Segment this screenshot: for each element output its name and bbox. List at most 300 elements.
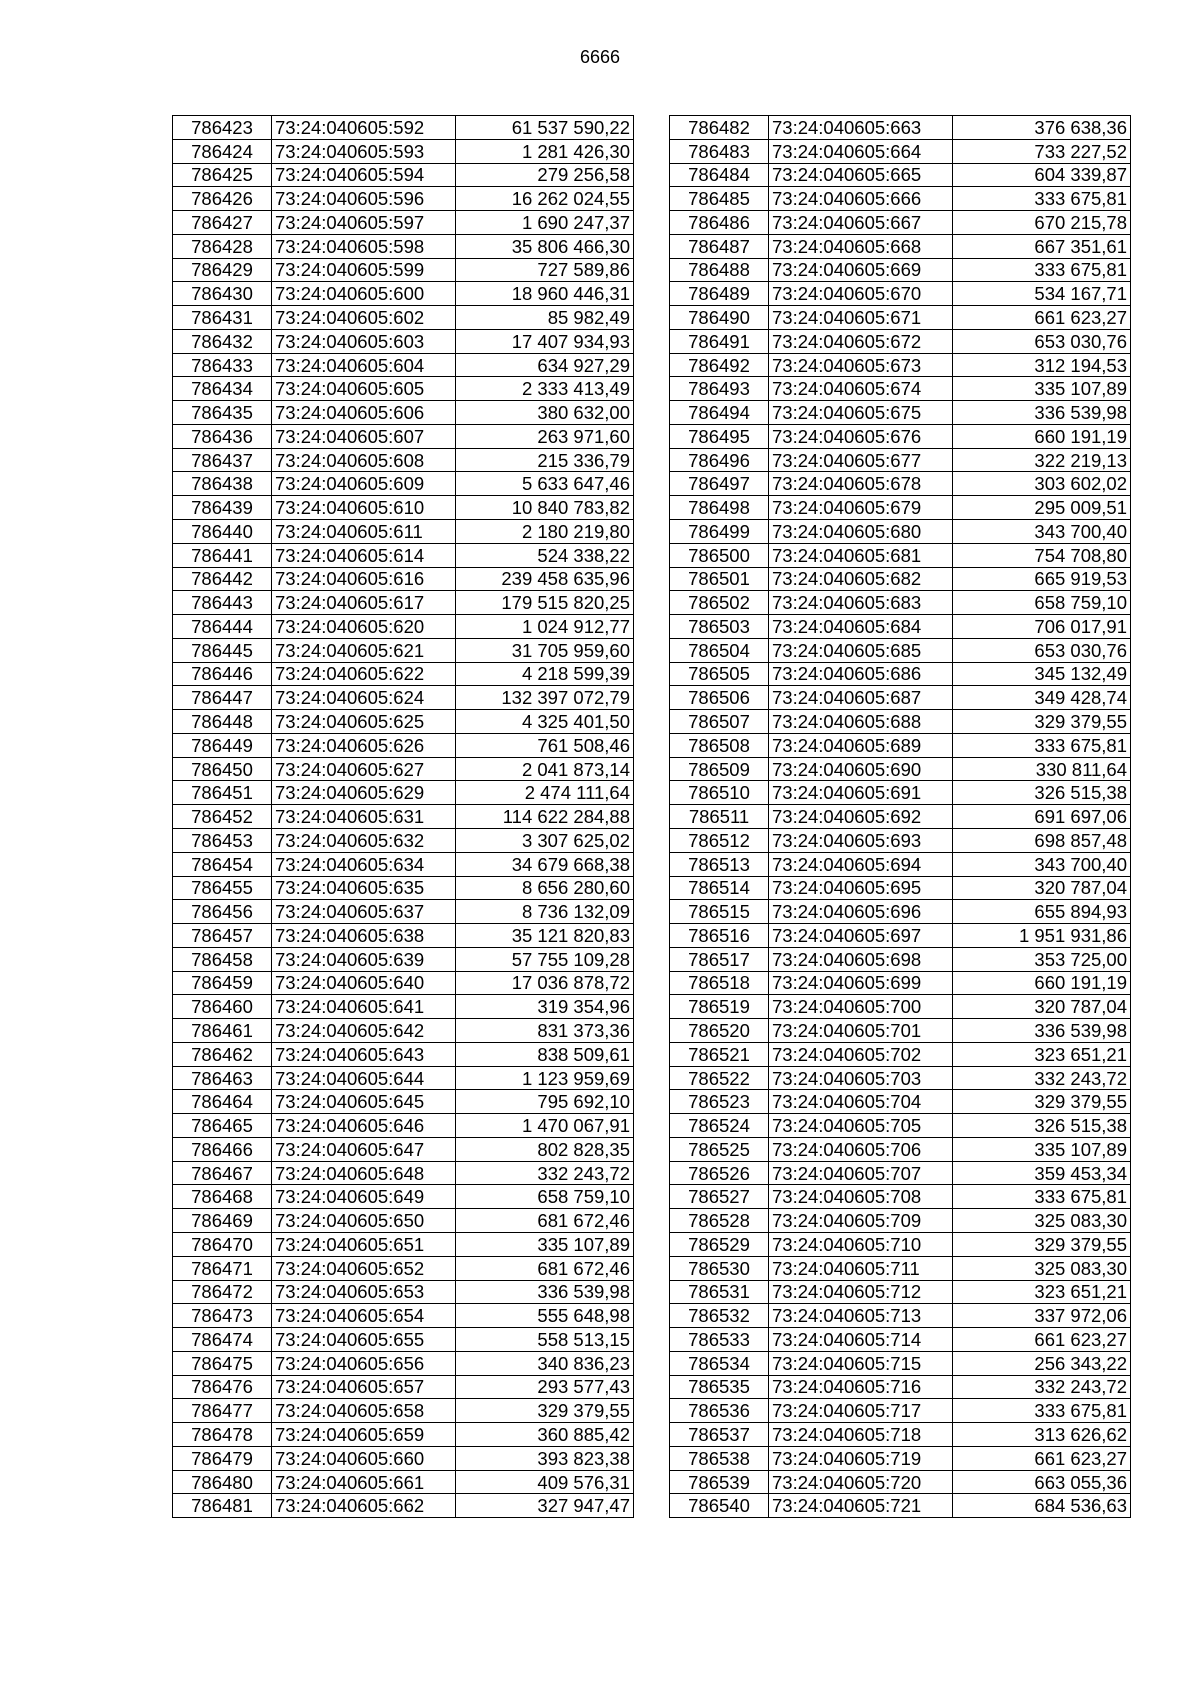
cadastral-number-cell: 73:24:040605:661 — [272, 1470, 456, 1494]
cadastral-number-cell: 73:24:040605:683 — [769, 591, 953, 615]
cadastral-number-cell: 73:24:040605:677 — [769, 448, 953, 472]
row-id-cell: 786519 — [670, 995, 769, 1019]
value-cell: 1 024 912,77 — [456, 615, 634, 639]
row-id-cell: 786468 — [173, 1185, 272, 1209]
table-row — [670, 329, 1131, 353]
row-id-cell: 786501 — [670, 567, 769, 591]
value-cell: 1 470 067,91 — [456, 1114, 634, 1138]
cadastral-number-cell: 73:24:040605:686 — [769, 662, 953, 686]
row-id-cell: 786461 — [173, 1019, 272, 1043]
value-cell: 335 107,89 — [456, 1232, 634, 1256]
value-cell: 323 651,21 — [953, 1042, 1131, 1066]
table-row — [173, 900, 634, 924]
value-cell: 524 338,22 — [456, 543, 634, 567]
table-row — [670, 995, 1131, 1019]
value-cell: 681 672,46 — [456, 1256, 634, 1280]
value-cell: 31 705 959,60 — [456, 638, 634, 662]
table-row — [173, 1351, 634, 1375]
row-id-cell: 786469 — [173, 1209, 272, 1233]
table-row — [670, 1446, 1131, 1470]
row-id-cell: 786454 — [173, 852, 272, 876]
value-cell: 336 539,98 — [953, 401, 1131, 425]
value-cell: 319 354,96 — [456, 995, 634, 1019]
table-row — [670, 591, 1131, 615]
cadastral-number-cell: 73:24:040605:697 — [769, 924, 953, 948]
table-row — [173, 163, 634, 187]
row-id-cell: 786538 — [670, 1446, 769, 1470]
table-row — [173, 828, 634, 852]
row-id-cell: 786480 — [173, 1470, 272, 1494]
value-cell: 335 107,89 — [953, 377, 1131, 401]
cadastral-number-cell: 73:24:040605:674 — [769, 377, 953, 401]
table-row — [173, 116, 634, 140]
cadastral-number-cell: 73:24:040605:681 — [769, 543, 953, 567]
cadastral-number-cell: 73:24:040605:710 — [769, 1232, 953, 1256]
table-row — [670, 258, 1131, 282]
cadastral-number-cell: 73:24:040605:647 — [272, 1137, 456, 1161]
cadastral-number-cell: 73:24:040605:597 — [272, 211, 456, 235]
value-cell: 333 675,81 — [953, 187, 1131, 211]
cadastral-number-cell: 73:24:040605:609 — [272, 472, 456, 496]
table-row — [670, 187, 1131, 211]
row-id-cell: 786514 — [670, 876, 769, 900]
row-id-cell: 786445 — [173, 638, 272, 662]
value-cell: 323 651,21 — [953, 1280, 1131, 1304]
value-cell: 698 857,48 — [953, 828, 1131, 852]
row-id-cell: 786489 — [670, 282, 769, 306]
table-row — [173, 733, 634, 757]
table-row — [173, 662, 634, 686]
table-row — [670, 472, 1131, 496]
table-row — [173, 139, 634, 163]
cadastral-number-cell: 73:24:040605:698 — [769, 947, 953, 971]
row-id-cell: 786511 — [670, 805, 769, 829]
cadastral-number-cell: 73:24:040605:680 — [769, 520, 953, 544]
row-id-cell: 786496 — [670, 448, 769, 472]
value-cell: 325 083,30 — [953, 1209, 1131, 1233]
row-id-cell: 786516 — [670, 924, 769, 948]
row-id-cell: 786488 — [670, 258, 769, 282]
cadastral-number-cell: 73:24:040605:715 — [769, 1351, 953, 1375]
cadastral-number-cell: 73:24:040605:621 — [272, 638, 456, 662]
value-cell: 661 623,27 — [953, 1328, 1131, 1352]
table-row — [173, 781, 634, 805]
value-cell: 215 336,79 — [456, 448, 634, 472]
row-id-cell: 786531 — [670, 1280, 769, 1304]
table-row — [173, 757, 634, 781]
value-cell: 733 227,52 — [953, 139, 1131, 163]
row-id-cell: 786430 — [173, 282, 272, 306]
value-cell: 660 191,19 — [953, 971, 1131, 995]
value-cell: 329 379,55 — [953, 1232, 1131, 1256]
value-cell: 295 009,51 — [953, 496, 1131, 520]
value-cell: 558 513,15 — [456, 1328, 634, 1352]
cadastral-number-cell: 73:24:040605:627 — [272, 757, 456, 781]
table-row — [173, 1090, 634, 1114]
row-id-cell: 786506 — [670, 686, 769, 710]
cadastral-number-cell: 73:24:040605:672 — [769, 329, 953, 353]
cadastral-number-cell: 73:24:040605:606 — [272, 401, 456, 425]
row-id-cell: 786497 — [670, 472, 769, 496]
row-id-cell: 786425 — [173, 163, 272, 187]
value-cell: 337 972,06 — [953, 1304, 1131, 1328]
row-id-cell: 786540 — [670, 1494, 769, 1518]
cadastral-number-cell: 73:24:040605:629 — [272, 781, 456, 805]
row-id-cell: 786523 — [670, 1090, 769, 1114]
value-cell: 706 017,91 — [953, 615, 1131, 639]
cadastral-number-cell: 73:24:040605:605 — [272, 377, 456, 401]
cadastral-number-cell: 73:24:040605:688 — [769, 710, 953, 734]
row-id-cell: 786505 — [670, 662, 769, 686]
value-cell: 634 927,29 — [456, 353, 634, 377]
row-id-cell: 786504 — [670, 638, 769, 662]
value-cell: 661 623,27 — [953, 306, 1131, 330]
table-row — [670, 139, 1131, 163]
cadastral-number-cell: 73:24:040605:659 — [272, 1423, 456, 1447]
cadastral-number-cell: 73:24:040605:668 — [769, 234, 953, 258]
row-id-cell: 786427 — [173, 211, 272, 235]
value-cell: 256 343,22 — [953, 1351, 1131, 1375]
table-row — [173, 1256, 634, 1280]
cadastral-number-cell: 73:24:040605:665 — [769, 163, 953, 187]
value-cell: 313 626,62 — [953, 1423, 1131, 1447]
value-cell: 691 697,06 — [953, 805, 1131, 829]
value-cell: 359 453,34 — [953, 1161, 1131, 1185]
value-cell: 330 811,64 — [953, 757, 1131, 781]
row-id-cell: 786479 — [173, 1446, 272, 1470]
row-id-cell: 786510 — [670, 781, 769, 805]
cadastral-number-cell: 73:24:040605:632 — [272, 828, 456, 852]
row-id-cell: 786466 — [173, 1137, 272, 1161]
table-body-left — [173, 116, 634, 1518]
row-id-cell: 786495 — [670, 424, 769, 448]
cadastral-number-cell: 73:24:040605:678 — [769, 472, 953, 496]
table-row — [670, 852, 1131, 876]
value-cell: 727 589,86 — [456, 258, 634, 282]
row-id-cell: 786424 — [173, 139, 272, 163]
row-id-cell: 786473 — [173, 1304, 272, 1328]
value-cell: 4 325 401,50 — [456, 710, 634, 734]
value-cell: 2 333 413,49 — [456, 377, 634, 401]
table-row — [670, 638, 1131, 662]
cadastral-number-cell: 73:24:040605:704 — [769, 1090, 953, 1114]
value-cell: 312 194,53 — [953, 353, 1131, 377]
row-id-cell: 786459 — [173, 971, 272, 995]
value-cell: 263 971,60 — [456, 424, 634, 448]
row-id-cell: 786446 — [173, 662, 272, 686]
cadastral-number-cell: 73:24:040605:608 — [272, 448, 456, 472]
value-cell: 2 041 873,14 — [456, 757, 634, 781]
cadastral-number-cell: 73:24:040605:624 — [272, 686, 456, 710]
table-row — [173, 924, 634, 948]
value-cell: 795 692,10 — [456, 1090, 634, 1114]
table-row — [670, 163, 1131, 187]
row-id-cell: 786526 — [670, 1161, 769, 1185]
row-id-cell: 786482 — [670, 116, 769, 140]
value-cell: 667 351,61 — [953, 234, 1131, 258]
value-cell: 303 602,02 — [953, 472, 1131, 496]
table-row — [173, 496, 634, 520]
table-row — [173, 615, 634, 639]
table-row — [670, 876, 1131, 900]
row-id-cell: 786440 — [173, 520, 272, 544]
row-id-cell: 786508 — [670, 733, 769, 757]
cadastral-number-cell: 73:24:040605:617 — [272, 591, 456, 615]
row-id-cell: 786436 — [173, 424, 272, 448]
cadastral-number-cell: 73:24:040605:708 — [769, 1185, 953, 1209]
row-id-cell: 786426 — [173, 187, 272, 211]
value-cell: 332 243,72 — [456, 1161, 634, 1185]
cadastral-number-cell: 73:24:040605:594 — [272, 163, 456, 187]
row-id-cell: 786462 — [173, 1042, 272, 1066]
row-id-cell: 786530 — [670, 1256, 769, 1280]
row-id-cell: 786460 — [173, 995, 272, 1019]
cadastral-number-cell: 73:24:040605:603 — [272, 329, 456, 353]
value-cell: 18 960 446,31 — [456, 282, 634, 306]
value-cell: 555 648,98 — [456, 1304, 634, 1328]
table-row — [670, 1375, 1131, 1399]
cadastral-number-cell: 73:24:040605:656 — [272, 1351, 456, 1375]
cadastral-number-cell: 73:24:040605:658 — [272, 1399, 456, 1423]
cadastral-number-cell: 73:24:040605:596 — [272, 187, 456, 211]
table-row — [670, 1280, 1131, 1304]
cadastral-number-cell: 73:24:040605:701 — [769, 1019, 953, 1043]
row-id-cell: 786433 — [173, 353, 272, 377]
table-row — [173, 1019, 634, 1043]
row-id-cell: 786518 — [670, 971, 769, 995]
value-cell: 239 458 635,96 — [456, 567, 634, 591]
table-row — [173, 1114, 634, 1138]
row-id-cell: 786492 — [670, 353, 769, 377]
cadastral-number-cell: 73:24:040605:690 — [769, 757, 953, 781]
table-row — [670, 733, 1131, 757]
value-cell: 279 256,58 — [456, 163, 634, 187]
table-row — [670, 662, 1131, 686]
value-cell: 831 373,36 — [456, 1019, 634, 1043]
table-row — [670, 353, 1131, 377]
row-id-cell: 786463 — [173, 1066, 272, 1090]
cadastral-number-cell: 73:24:040605:682 — [769, 567, 953, 591]
table-row — [670, 924, 1131, 948]
row-id-cell: 786537 — [670, 1423, 769, 1447]
row-id-cell: 786475 — [173, 1351, 272, 1375]
cadastral-number-cell: 73:24:040605:693 — [769, 828, 953, 852]
table-row — [173, 448, 634, 472]
row-id-cell: 786481 — [173, 1494, 272, 1518]
row-id-cell: 786431 — [173, 306, 272, 330]
cadastral-number-cell: 73:24:040605:646 — [272, 1114, 456, 1138]
cadastral-number-cell: 73:24:040605:653 — [272, 1280, 456, 1304]
table-row — [670, 1232, 1131, 1256]
table-row — [670, 543, 1131, 567]
value-cell: 61 537 590,22 — [456, 116, 634, 140]
value-cell: 8 736 132,09 — [456, 900, 634, 924]
row-id-cell: 786483 — [670, 139, 769, 163]
value-cell: 320 787,04 — [953, 876, 1131, 900]
table-row — [173, 1494, 634, 1518]
value-cell: 393 823,38 — [456, 1446, 634, 1470]
table-row — [173, 710, 634, 734]
row-id-cell: 786502 — [670, 591, 769, 615]
row-id-cell: 786470 — [173, 1232, 272, 1256]
row-id-cell: 786474 — [173, 1328, 272, 1352]
row-id-cell: 786434 — [173, 377, 272, 401]
cadastral-number-cell: 73:24:040605:714 — [769, 1328, 953, 1352]
table-row — [173, 1066, 634, 1090]
row-id-cell: 786476 — [173, 1375, 272, 1399]
table-row — [173, 472, 634, 496]
value-cell: 665 919,53 — [953, 567, 1131, 591]
table-row — [670, 971, 1131, 995]
value-cell: 329 379,55 — [953, 1090, 1131, 1114]
value-cell: 661 623,27 — [953, 1446, 1131, 1470]
table-row — [173, 686, 634, 710]
row-id-cell: 786503 — [670, 615, 769, 639]
cadastral-number-cell: 73:24:040605:691 — [769, 781, 953, 805]
table-row — [173, 1470, 634, 1494]
table-row — [670, 282, 1131, 306]
value-cell: 333 675,81 — [953, 1185, 1131, 1209]
table-row — [670, 1137, 1131, 1161]
cadastral-number-cell: 73:24:040605:679 — [769, 496, 953, 520]
row-id-cell: 786490 — [670, 306, 769, 330]
value-cell: 332 243,72 — [953, 1066, 1131, 1090]
cadastral-number-cell: 73:24:040605:706 — [769, 1137, 953, 1161]
row-id-cell: 786449 — [173, 733, 272, 757]
value-cell: 380 632,00 — [456, 401, 634, 425]
cadastral-number-cell: 73:24:040605:721 — [769, 1494, 953, 1518]
table-row — [173, 567, 634, 591]
cadastral-number-cell: 73:24:040605:660 — [272, 1446, 456, 1470]
table-row — [670, 567, 1131, 591]
value-cell: 1 690 247,37 — [456, 211, 634, 235]
cadastral-number-cell: 73:24:040605:599 — [272, 258, 456, 282]
value-cell: 179 515 820,25 — [456, 591, 634, 615]
value-cell: 5 633 647,46 — [456, 472, 634, 496]
value-cell: 17 407 934,93 — [456, 329, 634, 353]
row-id-cell: 786452 — [173, 805, 272, 829]
cadastral-number-cell: 73:24:040605:622 — [272, 662, 456, 686]
row-id-cell: 786499 — [670, 520, 769, 544]
value-cell: 320 787,04 — [953, 995, 1131, 1019]
cadastral-number-cell: 73:24:040605:604 — [272, 353, 456, 377]
value-cell: 376 638,36 — [953, 116, 1131, 140]
row-id-cell: 786532 — [670, 1304, 769, 1328]
row-id-cell: 786435 — [173, 401, 272, 425]
value-cell: 17 036 878,72 — [456, 971, 634, 995]
table-row — [670, 805, 1131, 829]
value-cell: 684 536,63 — [953, 1494, 1131, 1518]
row-id-cell: 786534 — [670, 1351, 769, 1375]
table-row — [173, 1232, 634, 1256]
table-row — [670, 211, 1131, 235]
table-row — [173, 1185, 634, 1209]
row-id-cell: 786535 — [670, 1375, 769, 1399]
value-cell: 329 379,55 — [953, 710, 1131, 734]
table-row — [670, 377, 1131, 401]
page-number: 6666 — [579, 47, 621, 67]
cadastral-number-cell: 73:24:040605:610 — [272, 496, 456, 520]
value-cell: 114 622 284,88 — [456, 805, 634, 829]
value-cell: 333 675,81 — [953, 1399, 1131, 1423]
value-cell: 293 577,43 — [456, 1375, 634, 1399]
table-row — [173, 1375, 634, 1399]
cadastral-number-cell: 73:24:040605:639 — [272, 947, 456, 971]
row-id-cell: 786485 — [670, 187, 769, 211]
cadastral-number-cell: 73:24:040605:709 — [769, 1209, 953, 1233]
value-cell: 754 708,80 — [953, 543, 1131, 567]
value-cell: 658 759,10 — [953, 591, 1131, 615]
table-row — [173, 377, 634, 401]
cadastral-number-cell: 73:24:040605:611 — [272, 520, 456, 544]
value-cell: 336 539,98 — [953, 1019, 1131, 1043]
row-id-cell: 786432 — [173, 329, 272, 353]
table-row — [670, 1351, 1131, 1375]
cadastral-number-cell: 73:24:040605:711 — [769, 1256, 953, 1280]
cadastral-number-cell: 73:24:040605:644 — [272, 1066, 456, 1090]
table-body-right — [670, 116, 1131, 1518]
table-row — [670, 1423, 1131, 1447]
table-row — [173, 805, 634, 829]
value-cell: 345 132,49 — [953, 662, 1131, 686]
cadastral-number-cell: 73:24:040605:651 — [272, 1232, 456, 1256]
row-id-cell: 786491 — [670, 329, 769, 353]
row-id-cell: 786486 — [670, 211, 769, 235]
value-cell: 360 885,42 — [456, 1423, 634, 1447]
row-id-cell: 786500 — [670, 543, 769, 567]
row-id-cell: 786498 — [670, 496, 769, 520]
table-row — [173, 1280, 634, 1304]
cadastral-number-cell: 73:24:040605:638 — [272, 924, 456, 948]
value-cell: 10 840 783,82 — [456, 496, 634, 520]
cadastral-number-cell: 73:24:040605:671 — [769, 306, 953, 330]
row-id-cell: 786524 — [670, 1114, 769, 1138]
table-row — [173, 1423, 634, 1447]
table-row — [670, 234, 1131, 258]
table-row — [173, 1446, 634, 1470]
cadastral-number-cell: 73:24:040605:662 — [272, 1494, 456, 1518]
table-row — [173, 353, 634, 377]
value-cell: 761 508,46 — [456, 733, 634, 757]
table-row — [173, 638, 634, 662]
row-id-cell: 786438 — [173, 472, 272, 496]
cadastral-number-cell: 73:24:040605:637 — [272, 900, 456, 924]
value-cell: 349 428,74 — [953, 686, 1131, 710]
row-id-cell: 786521 — [670, 1042, 769, 1066]
cadastral-number-cell: 73:24:040605:600 — [272, 282, 456, 306]
value-cell: 838 509,61 — [456, 1042, 634, 1066]
value-cell: 670 215,78 — [953, 211, 1131, 235]
table-row — [670, 900, 1131, 924]
cadastral-number-cell: 73:24:040605:635 — [272, 876, 456, 900]
value-cell: 322 219,13 — [953, 448, 1131, 472]
value-cell: 34 679 668,38 — [456, 852, 634, 876]
cadastral-number-cell: 73:24:040605:616 — [272, 567, 456, 591]
table-row — [670, 520, 1131, 544]
cadastral-number-cell: 73:24:040605:685 — [769, 638, 953, 662]
cadastral-number-cell: 73:24:040605:634 — [272, 852, 456, 876]
table-row — [670, 424, 1131, 448]
row-id-cell: 786437 — [173, 448, 272, 472]
value-cell: 653 030,76 — [953, 329, 1131, 353]
table-row — [173, 543, 634, 567]
table-row — [670, 686, 1131, 710]
row-id-cell: 786539 — [670, 1470, 769, 1494]
cadastral-number-cell: 73:24:040605:626 — [272, 733, 456, 757]
table-row — [670, 1019, 1131, 1043]
table-row — [670, 757, 1131, 781]
value-cell: 1 281 426,30 — [456, 139, 634, 163]
